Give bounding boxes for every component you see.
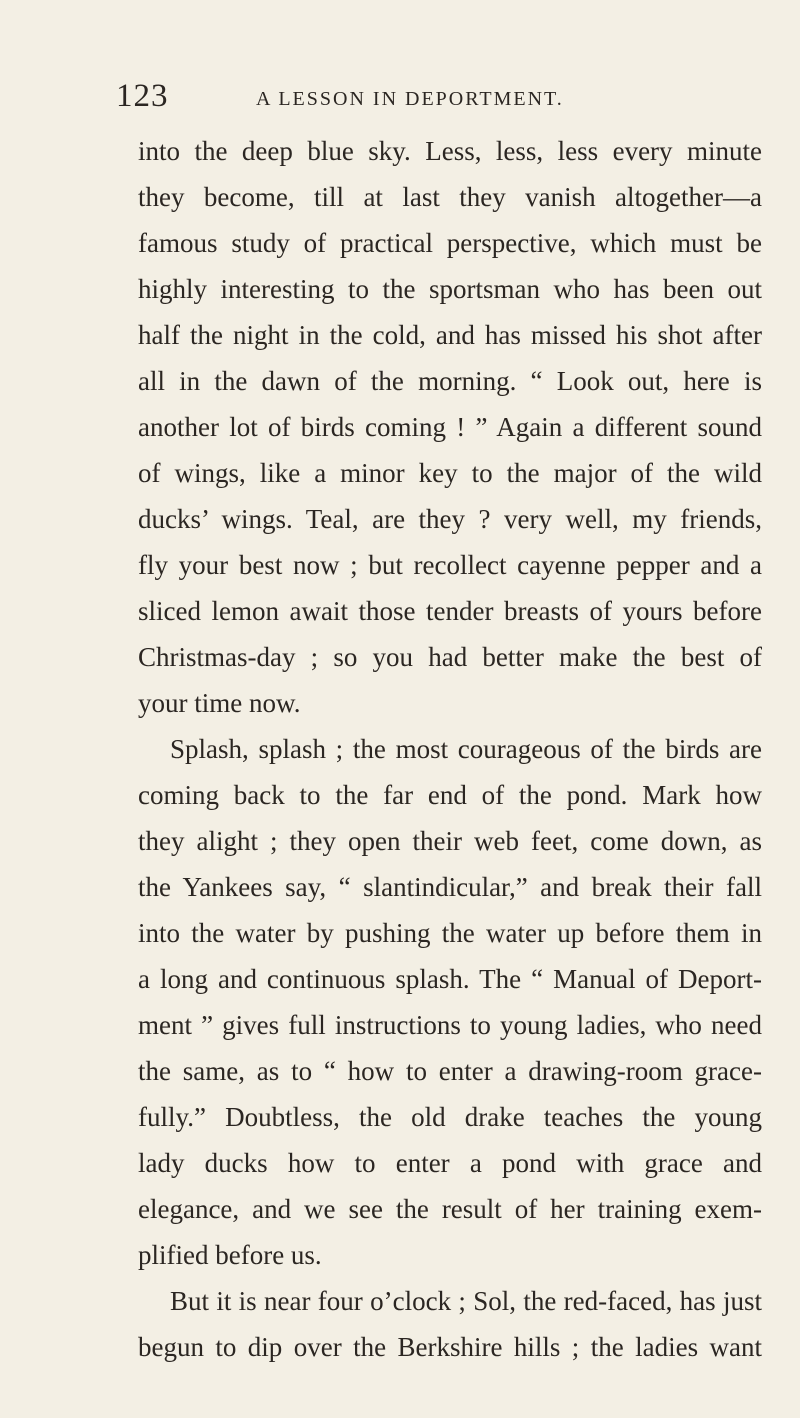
text-line: famous study of practical perspective, which must be <box>138 228 762 258</box>
text-line: the same, as to “ how to enter a drawing-room grace- <box>138 1056 762 1086</box>
text-line: into the deep blue sky. Less, less, less every minute <box>138 136 762 166</box>
text-line: another lot of birds coming ! ” Again a different sound <box>138 412 762 442</box>
text-line: of wings, like a minor key to the major of the wild <box>138 458 762 488</box>
text-line: Splash, splash ; the most courageous of the birds are <box>170 734 762 764</box>
text-line: they become, till at last they vanish altogether—a <box>138 182 762 212</box>
text-line: fly your best now ; but recollect cayenne pepper and a <box>138 550 762 580</box>
text-line: Christmas-day ; so you had better make the best of <box>138 642 762 672</box>
text-line: half the night in the cold, and has missed his shot after <box>138 320 762 350</box>
page-number: 123 <box>116 78 169 114</box>
text-line: plified before us. <box>138 1240 322 1270</box>
text-line: highly interesting to the sportsman who has been out <box>138 274 762 304</box>
text-line: your time now. <box>138 688 301 718</box>
text-line: begun to dip over the Berkshire hills ; the ladies want <box>138 1332 762 1362</box>
text-line: the Yankees say, “ slantindicular,” and break their fall <box>138 872 762 902</box>
text-line: sliced lemon await those tender breasts of yours before <box>138 596 762 626</box>
text-line: all in the dawn of the morning. “ Look out, here is <box>138 366 762 396</box>
text-line: into the water by pushing the water up before them in <box>138 918 762 948</box>
body-text <box>138 128 762 1370</box>
text-line: a long and continuous splash. The “ Manual of Deport- <box>138 964 762 994</box>
text-line: elegance, and we see the result of her training exem- <box>138 1194 762 1224</box>
text-line: they alight ; they open their web feet, come down, as <box>138 826 762 856</box>
text-line: fully.” Doubtless, the old drake teaches the young <box>138 1102 762 1132</box>
running-head: A LESSON IN DEPORTMENT. <box>256 88 564 110</box>
text-line: coming back to the far end of the pond. Mark how <box>138 780 762 810</box>
text-line: But it is near four o’clock ; Sol, the red-faced, has just <box>170 1286 762 1316</box>
page-header <box>116 78 756 118</box>
text-line: ducks’ wings. Teal, are they ? very well, my friends, <box>138 504 762 534</box>
text-line: lady ducks how to enter a pond with grace and <box>138 1148 762 1178</box>
text-line: ment ” gives full instructions to young ladies, who need <box>138 1010 762 1040</box>
